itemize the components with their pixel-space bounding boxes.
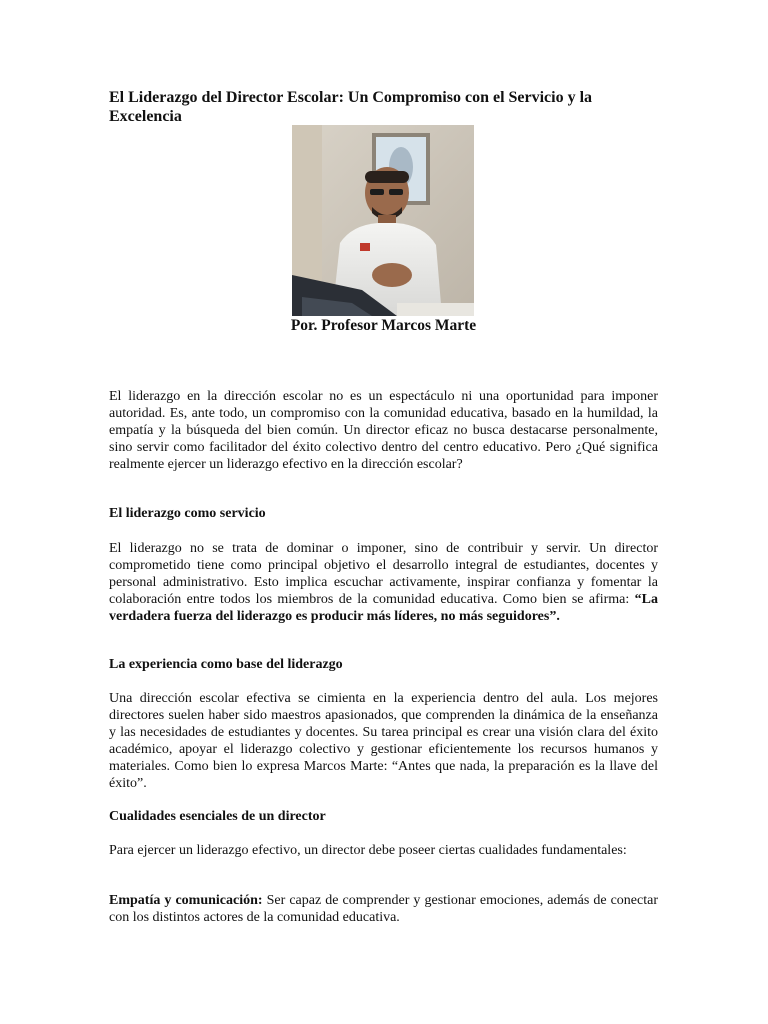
author-byline: Por. Profesor Marcos Marte bbox=[290, 317, 477, 334]
intro-paragraph: El liderazgo en la dirección escolar no es un espectáculo ni una oportunidad para imponer autoridad. Es, ante todo, un compromiso con la comunidad educativa, basado en la humildad, la empatía y la búsqueda del bien común. Un director eficaz no busca destacarse personalmente, sino servir como facilitador del éxito colectivo dentro del centro educativo. Pero ¿Qué significa realmente ejercer un liderazgo efectivo en la dirección escolar? bbox=[109, 389, 658, 472]
section-heading-experiencia: La experiencia como base del liderazgo bbox=[109, 657, 343, 672]
author-photo-illustration bbox=[292, 125, 474, 316]
servicio-quote: “La verdadera fuerza del liderazgo es producir más líderes, no más seguidores”. bbox=[109, 592, 658, 624]
experiencia-paragraph: Una dirección escolar efectiva se cimienta en la experiencia dentro del aula. Los mejores directores suelen haber sido maestros apasionados, que comprenden la dinámica de la enseñanza y las necesidades de estudiantes y docentes. Su tarea principal es crear una visión clara del éxito académico, apoyar el liderazgo colectivo y gestionar eficientemente los recursos humanos y materiales. Como bien lo expresa Marcos Marte: “Antes que nada, la preparación es la llave del éxito”. bbox=[109, 691, 658, 791]
servicio-paragraph bbox=[109, 540, 658, 625]
section-heading-servicio: El liderazgo como servicio bbox=[109, 506, 266, 521]
quality-term: Empatía y comunicación: bbox=[109, 893, 263, 908]
servicio-body: El liderazgo no se trata de dominar o imponer, sino de contribuir y servir. Un director comprometido tiene como principal objetivo el desarrollo integral de estudiantes, docentes y personal administrativo. Esto implica escuchar activamente, inspirar confianza y fomentar la colaboración entre todos los miembros de la comunidad educativa. Como bien se afirma: bbox=[109, 541, 658, 607]
author-photo bbox=[292, 125, 474, 316]
quality-text: Ser capaz de comprender y gestionar emociones, además de conectar con los distintos actores de la comunidad educativa. bbox=[109, 893, 658, 925]
quality-item-empatia bbox=[109, 892, 658, 926]
article-title: El Liderazgo del Director Escolar: Un Compromiso con el Servicio y la Excelencia bbox=[109, 89, 593, 125]
cualidades-paragraph: Para ejercer un liderazgo efectivo, un director debe poseer ciertas cualidades fundamentales: bbox=[109, 843, 627, 858]
section-heading-cualidades: Cualidades esenciales de un director bbox=[109, 809, 326, 824]
